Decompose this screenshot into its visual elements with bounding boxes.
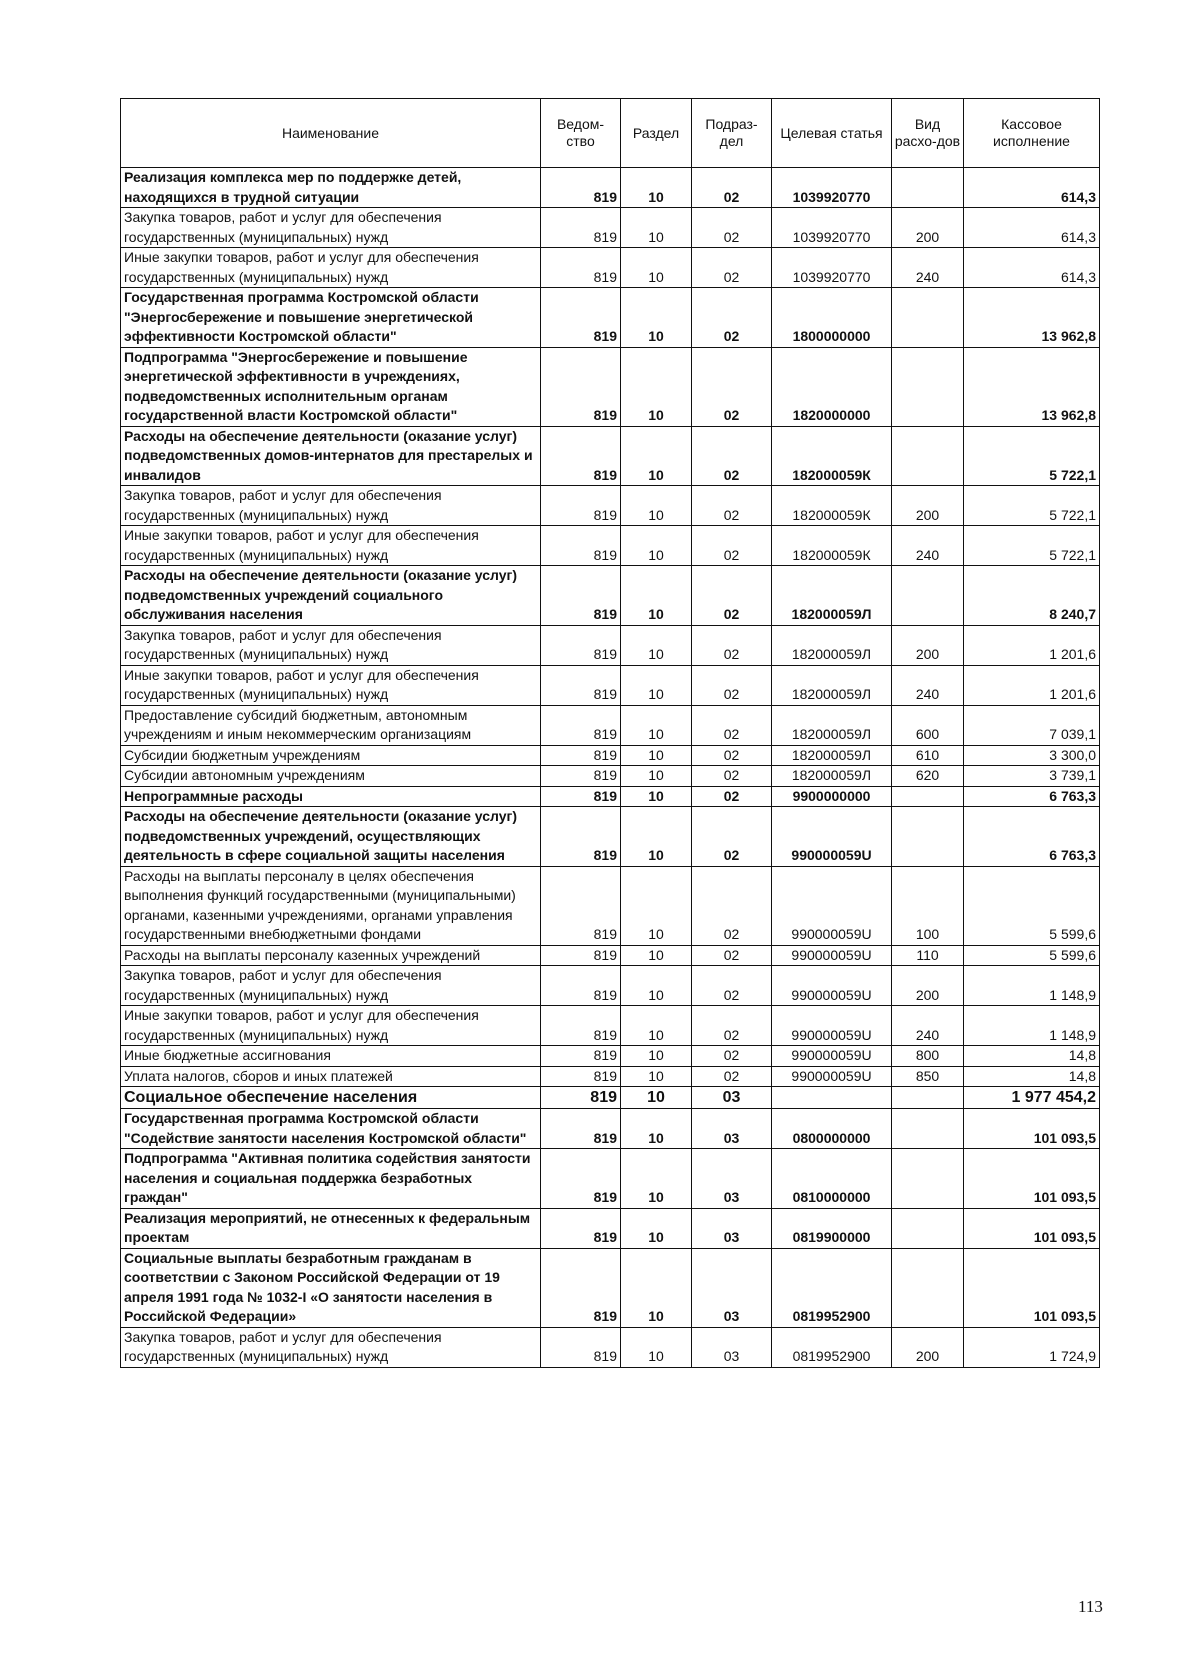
cell-podrazdel: 02 [692,1066,772,1087]
table-row [121,625,1100,665]
table-row [121,1006,1100,1046]
cell-kassovoe-ispolnenie: 8 240,7 [964,566,1100,626]
cell-vid-rashodov: 240 [892,526,964,566]
cell-vedomstvo: 819 [541,766,621,787]
cell-celevaya-statya: 990000059U [772,866,892,945]
table-row [121,1109,1100,1149]
cell-vedomstvo: 819 [541,566,621,626]
cell-razdel: 10 [621,248,692,288]
cell-celevaya-statya: 990000059U [772,945,892,966]
cell-kassovoe-ispolnenie: 101 093,5 [964,1248,1100,1327]
table-row [121,786,1100,807]
cell-name: Субсидии бюджетным учреждениям [121,745,541,766]
table-row [121,566,1100,626]
cell-razdel: 10 [621,1087,692,1109]
cell-kassovoe-ispolnenie: 614,3 [964,168,1100,208]
table-row [121,426,1100,486]
cell-podrazdel: 03 [692,1087,772,1109]
cell-kassovoe-ispolnenie: 5 722,1 [964,486,1100,526]
cell-razdel: 10 [621,745,692,766]
cell-vedomstvo: 819 [541,866,621,945]
cell-celevaya-statya: 990000059U [772,807,892,867]
cell-razdel: 10 [621,866,692,945]
cell-vid-rashodov: 240 [892,665,964,705]
cell-kassovoe-ispolnenie: 1 724,9 [964,1327,1100,1367]
cell-vid-rashodov: 620 [892,766,964,787]
cell-kassovoe-ispolnenie: 101 093,5 [964,1149,1100,1209]
cell-name: Иные закупки товаров, работ и услуг для обеспечения государственных (муниципальных) нужд [121,248,541,288]
cell-podrazdel: 02 [692,966,772,1006]
cell-podrazdel: 02 [692,1006,772,1046]
cell-vedomstvo: 819 [541,1046,621,1067]
cell-vid-rashodov [892,426,964,486]
cell-celevaya-statya: 182000059Л [772,745,892,766]
cell-vid-rashodov [892,807,964,867]
cell-kassovoe-ispolnenie: 5 599,6 [964,945,1100,966]
cell-razdel: 10 [621,1327,692,1367]
cell-razdel: 10 [621,566,692,626]
cell-name: Государственная программа Костромской области "Содействие занятости населения Костромской области" [121,1109,541,1149]
cell-vedomstvo: 819 [541,426,621,486]
cell-celevaya-statya: 182000059Л [772,665,892,705]
cell-razdel: 10 [621,526,692,566]
cell-podrazdel: 02 [692,786,772,807]
cell-name: Реализация мероприятий, не отнесенных к федеральным проектам [121,1208,541,1248]
cell-kassovoe-ispolnenie: 1 148,9 [964,966,1100,1006]
cell-podrazdel: 02 [692,168,772,208]
table-row [121,866,1100,945]
cell-kassovoe-ispolnenie: 101 093,5 [964,1109,1100,1149]
cell-name: Закупка товаров, работ и услуг для обеспечения государственных (муниципальных) нужд [121,486,541,526]
cell-vid-rashodov: 200 [892,625,964,665]
cell-name: Предоставление субсидий бюджетным, автономным учреждениям и иным некоммерческим организациям [121,705,541,745]
header-podrazdel: Подраз-дел [692,99,772,168]
table-row [121,1248,1100,1327]
cell-razdel: 10 [621,705,692,745]
cell-razdel: 10 [621,1046,692,1067]
cell-vid-rashodov: 600 [892,705,964,745]
cell-razdel: 10 [621,426,692,486]
cell-podrazdel: 02 [692,486,772,526]
cell-razdel: 10 [621,1066,692,1087]
cell-name: Иные закупки товаров, работ и услуг для обеспечения государственных (муниципальных) нужд [121,1006,541,1046]
cell-vedomstvo: 819 [541,786,621,807]
cell-podrazdel: 02 [692,705,772,745]
table-row [121,766,1100,787]
cell-celevaya-statya: 182000059К [772,426,892,486]
table-row [121,248,1100,288]
cell-razdel: 10 [621,1149,692,1209]
cell-vedomstvo: 819 [541,347,621,426]
cell-vid-rashodov [892,1087,964,1109]
cell-vid-rashodov: 110 [892,945,964,966]
cell-vedomstvo: 819 [541,1149,621,1209]
cell-vedomstvo: 819 [541,945,621,966]
table-row [121,807,1100,867]
header-celevaya-statya: Целевая статья [772,99,892,168]
table-body [121,168,1100,1368]
cell-kassovoe-ispolnenie: 1 148,9 [964,1006,1100,1046]
table-row [121,1087,1100,1109]
cell-vid-rashodov [892,168,964,208]
cell-razdel: 10 [621,1208,692,1248]
cell-celevaya-statya: 1820000000 [772,347,892,426]
cell-razdel: 10 [621,625,692,665]
table-row [121,208,1100,248]
cell-celevaya-statya: 182000059Л [772,705,892,745]
cell-podrazdel: 02 [692,766,772,787]
cell-podrazdel: 02 [692,945,772,966]
cell-vedomstvo: 819 [541,526,621,566]
cell-vedomstvo: 819 [541,168,621,208]
cell-kassovoe-ispolnenie: 6 763,3 [964,807,1100,867]
cell-vid-rashodov [892,1149,964,1209]
cell-name: Расходы на обеспечение деятельности (оказание услуг) подведомственных домов-интернатов для престарелых и инвалидов [121,426,541,486]
cell-vid-rashodov: 200 [892,486,964,526]
cell-kassovoe-ispolnenie: 1 201,6 [964,665,1100,705]
cell-name: Расходы на обеспечение деятельности (оказание услуг) подведомственных учреждений, осуществляющих деятельность в сфере социальной защиты населения [121,807,541,867]
cell-podrazdel: 03 [692,1109,772,1149]
cell-razdel: 10 [621,486,692,526]
cell-celevaya-statya: 0810000000 [772,1149,892,1209]
table-row [121,945,1100,966]
cell-vedomstvo: 819 [541,248,621,288]
cell-vid-rashodov: 200 [892,1327,964,1367]
cell-vedomstvo: 819 [541,1109,621,1149]
cell-kassovoe-ispolnenie: 14,8 [964,1046,1100,1067]
cell-vid-rashodov [892,786,964,807]
cell-celevaya-statya: 1800000000 [772,288,892,348]
cell-name: Субсидии автономным учреждениям [121,766,541,787]
cell-vedomstvo: 819 [541,288,621,348]
table-row [121,347,1100,426]
cell-podrazdel: 02 [692,347,772,426]
cell-name: Непрограммные расходы [121,786,541,807]
cell-podrazdel: 02 [692,1046,772,1067]
cell-celevaya-statya: 0819900000 [772,1208,892,1248]
table-row [121,745,1100,766]
cell-name: Закупка товаров, работ и услуг для обеспечения государственных (муниципальных) нужд [121,625,541,665]
cell-kassovoe-ispolnenie: 6 763,3 [964,786,1100,807]
cell-name: Подпрограмма "Активная политика содействия занятости населения и социальная поддержка безработных граждан" [121,1149,541,1209]
cell-podrazdel: 02 [692,807,772,867]
cell-vid-rashodov: 200 [892,208,964,248]
page-number: 113 [1078,1597,1103,1616]
cell-podrazdel: 02 [692,208,772,248]
cell-podrazdel: 02 [692,745,772,766]
cell-vid-rashodov: 100 [892,866,964,945]
cell-name: Реализация комплекса мер по поддержке детей, находящихся в трудной ситуации [121,168,541,208]
table-row [121,288,1100,348]
cell-celevaya-statya: 0819952900 [772,1248,892,1327]
cell-name: Уплата налогов, сборов и иных платежей [121,1066,541,1087]
cell-kassovoe-ispolnenie: 1 201,6 [964,625,1100,665]
header-kassovoe-ispolnenie: Кассовое исполнение [964,99,1100,168]
cell-vid-rashodov [892,566,964,626]
cell-vedomstvo: 819 [541,966,621,1006]
cell-celevaya-statya: 1039920770 [772,168,892,208]
table-row [121,705,1100,745]
cell-razdel: 10 [621,786,692,807]
cell-name: Иные бюджетные ассигнования [121,1046,541,1067]
cell-vedomstvo: 819 [541,208,621,248]
cell-name: Подпрограмма "Энергосбережение и повышение энергетической эффективности в учреждениях, подведомственных исполнительным органам государственной власти Костромской области" [121,347,541,426]
cell-name: Расходы на обеспечение деятельности (оказание услуг) подведомственных учреждений социального обслуживания населения [121,566,541,626]
header-vid-rashodov: Вид расхо-дов [892,99,964,168]
cell-vedomstvo: 819 [541,1087,621,1109]
cell-razdel: 10 [621,288,692,348]
cell-vedomstvo: 819 [541,1327,621,1367]
cell-name: Закупка товаров, работ и услуг для обеспечения государственных (муниципальных) нужд [121,208,541,248]
cell-vid-rashodov: 610 [892,745,964,766]
header-vedomstvo: Ведом-ство [541,99,621,168]
cell-kassovoe-ispolnenie: 13 962,8 [964,288,1100,348]
cell-celevaya-statya: 182000059К [772,486,892,526]
table-row [121,486,1100,526]
cell-razdel: 10 [621,766,692,787]
cell-kassovoe-ispolnenie: 5 722,1 [964,426,1100,486]
cell-razdel: 10 [621,665,692,705]
cell-razdel: 10 [621,966,692,1006]
cell-podrazdel: 03 [692,1248,772,1327]
cell-celevaya-statya: 182000059Л [772,566,892,626]
cell-kassovoe-ispolnenie: 14,8 [964,1066,1100,1087]
cell-vedomstvo: 819 [541,745,621,766]
cell-podrazdel: 03 [692,1149,772,1209]
cell-celevaya-statya: 990000059U [772,1066,892,1087]
cell-kassovoe-ispolnenie: 614,3 [964,248,1100,288]
header-razdel: Раздел [621,99,692,168]
cell-vedomstvo: 819 [541,665,621,705]
table-row [121,1327,1100,1367]
cell-name: Расходы на выплаты персоналу в целях обеспечения выполнения функций государственными (муниципальными) органами, казенными учреждениями, органами управления государственными внебюджетными фондами [121,866,541,945]
cell-vid-rashodov: 240 [892,248,964,288]
cell-kassovoe-ispolnenie: 101 093,5 [964,1208,1100,1248]
cell-celevaya-statya: 182000059Л [772,625,892,665]
cell-celevaya-statya: 0819952900 [772,1327,892,1367]
cell-kassovoe-ispolnenie: 13 962,8 [964,347,1100,426]
cell-vedomstvo: 819 [541,1006,621,1046]
cell-podrazdel: 02 [692,665,772,705]
cell-kassovoe-ispolnenie: 3 739,1 [964,766,1100,787]
cell-vid-rashodov: 800 [892,1046,964,1067]
cell-podrazdel: 03 [692,1327,772,1367]
cell-name: Иные закупки товаров, работ и услуг для обеспечения государственных (муниципальных) нужд [121,526,541,566]
cell-vedomstvo: 819 [541,705,621,745]
cell-celevaya-statya: 990000059U [772,966,892,1006]
cell-razdel: 10 [621,945,692,966]
cell-kassovoe-ispolnenie: 7 039,1 [964,705,1100,745]
table-row [121,665,1100,705]
cell-vid-rashodov: 850 [892,1066,964,1087]
cell-razdel: 10 [621,168,692,208]
table-row [121,1149,1100,1209]
cell-vid-rashodov [892,347,964,426]
cell-podrazdel: 02 [692,866,772,945]
budget-table [120,98,1100,1368]
cell-name: Иные закупки товаров, работ и услуг для обеспечения государственных (муниципальных) нужд [121,665,541,705]
cell-podrazdel: 02 [692,248,772,288]
cell-vedomstvo: 819 [541,486,621,526]
header-name: Наименование [121,99,541,168]
cell-vid-rashodov [892,1109,964,1149]
table-row [121,1208,1100,1248]
cell-razdel: 10 [621,347,692,426]
cell-vid-rashodov: 240 [892,1006,964,1046]
cell-kassovoe-ispolnenie: 5 599,6 [964,866,1100,945]
cell-razdel: 10 [621,1248,692,1327]
cell-name: Закупка товаров, работ и услуг для обеспечения государственных (муниципальных) нужд [121,1327,541,1367]
cell-podrazdel: 02 [692,566,772,626]
cell-name: Социальные выплаты безработным гражданам в соответствии с Законом Российской Федерации от 19 апреля 1991 года № 1032-I «О занятости населения в Российской Федерации» [121,1248,541,1327]
cell-podrazdel: 02 [692,426,772,486]
cell-celevaya-statya: 182000059К [772,526,892,566]
cell-vedomstvo: 819 [541,807,621,867]
table-row [121,1066,1100,1087]
table-row [121,168,1100,208]
cell-celevaya-statya: 1039920770 [772,248,892,288]
cell-celevaya-statya: 990000059U [772,1006,892,1046]
cell-celevaya-statya: 9900000000 [772,786,892,807]
cell-razdel: 10 [621,1006,692,1046]
cell-vid-rashodov [892,288,964,348]
cell-kassovoe-ispolnenie: 3 300,0 [964,745,1100,766]
cell-podrazdel: 02 [692,625,772,665]
table-row [121,1046,1100,1067]
table-row [121,966,1100,1006]
cell-celevaya-statya: 1039920770 [772,208,892,248]
cell-vid-rashodov: 200 [892,966,964,1006]
cell-celevaya-statya: 990000059U [772,1046,892,1067]
cell-razdel: 10 [621,807,692,867]
cell-name: Государственная программа Костромской области "Энергосбережение и повышение энергетической эффективности Костромской области" [121,288,541,348]
cell-vedomstvo: 819 [541,1208,621,1248]
cell-vid-rashodov [892,1208,964,1248]
cell-kassovoe-ispolnenie: 5 722,1 [964,526,1100,566]
cell-podrazdel: 02 [692,288,772,348]
cell-name: Расходы на выплаты персоналу казенных учреждений [121,945,541,966]
cell-razdel: 10 [621,208,692,248]
table-header-row [121,99,1100,168]
cell-vid-rashodov [892,1248,964,1327]
table-row [121,526,1100,566]
cell-kassovoe-ispolnenie: 614,3 [964,208,1100,248]
cell-celevaya-statya: 182000059Л [772,766,892,787]
cell-celevaya-statya [772,1087,892,1109]
cell-podrazdel: 03 [692,1208,772,1248]
cell-vedomstvo: 819 [541,1248,621,1327]
cell-vedomstvo: 819 [541,625,621,665]
cell-celevaya-statya: 0800000000 [772,1109,892,1149]
cell-name: Закупка товаров, работ и услуг для обеспечения государственных (муниципальных) нужд [121,966,541,1006]
cell-kassovoe-ispolnenie: 1 977 454,2 [964,1087,1100,1109]
cell-name: Социальное обеспечение населения [121,1087,541,1109]
cell-vedomstvo: 819 [541,1066,621,1087]
cell-podrazdel: 02 [692,526,772,566]
cell-razdel: 10 [621,1109,692,1149]
